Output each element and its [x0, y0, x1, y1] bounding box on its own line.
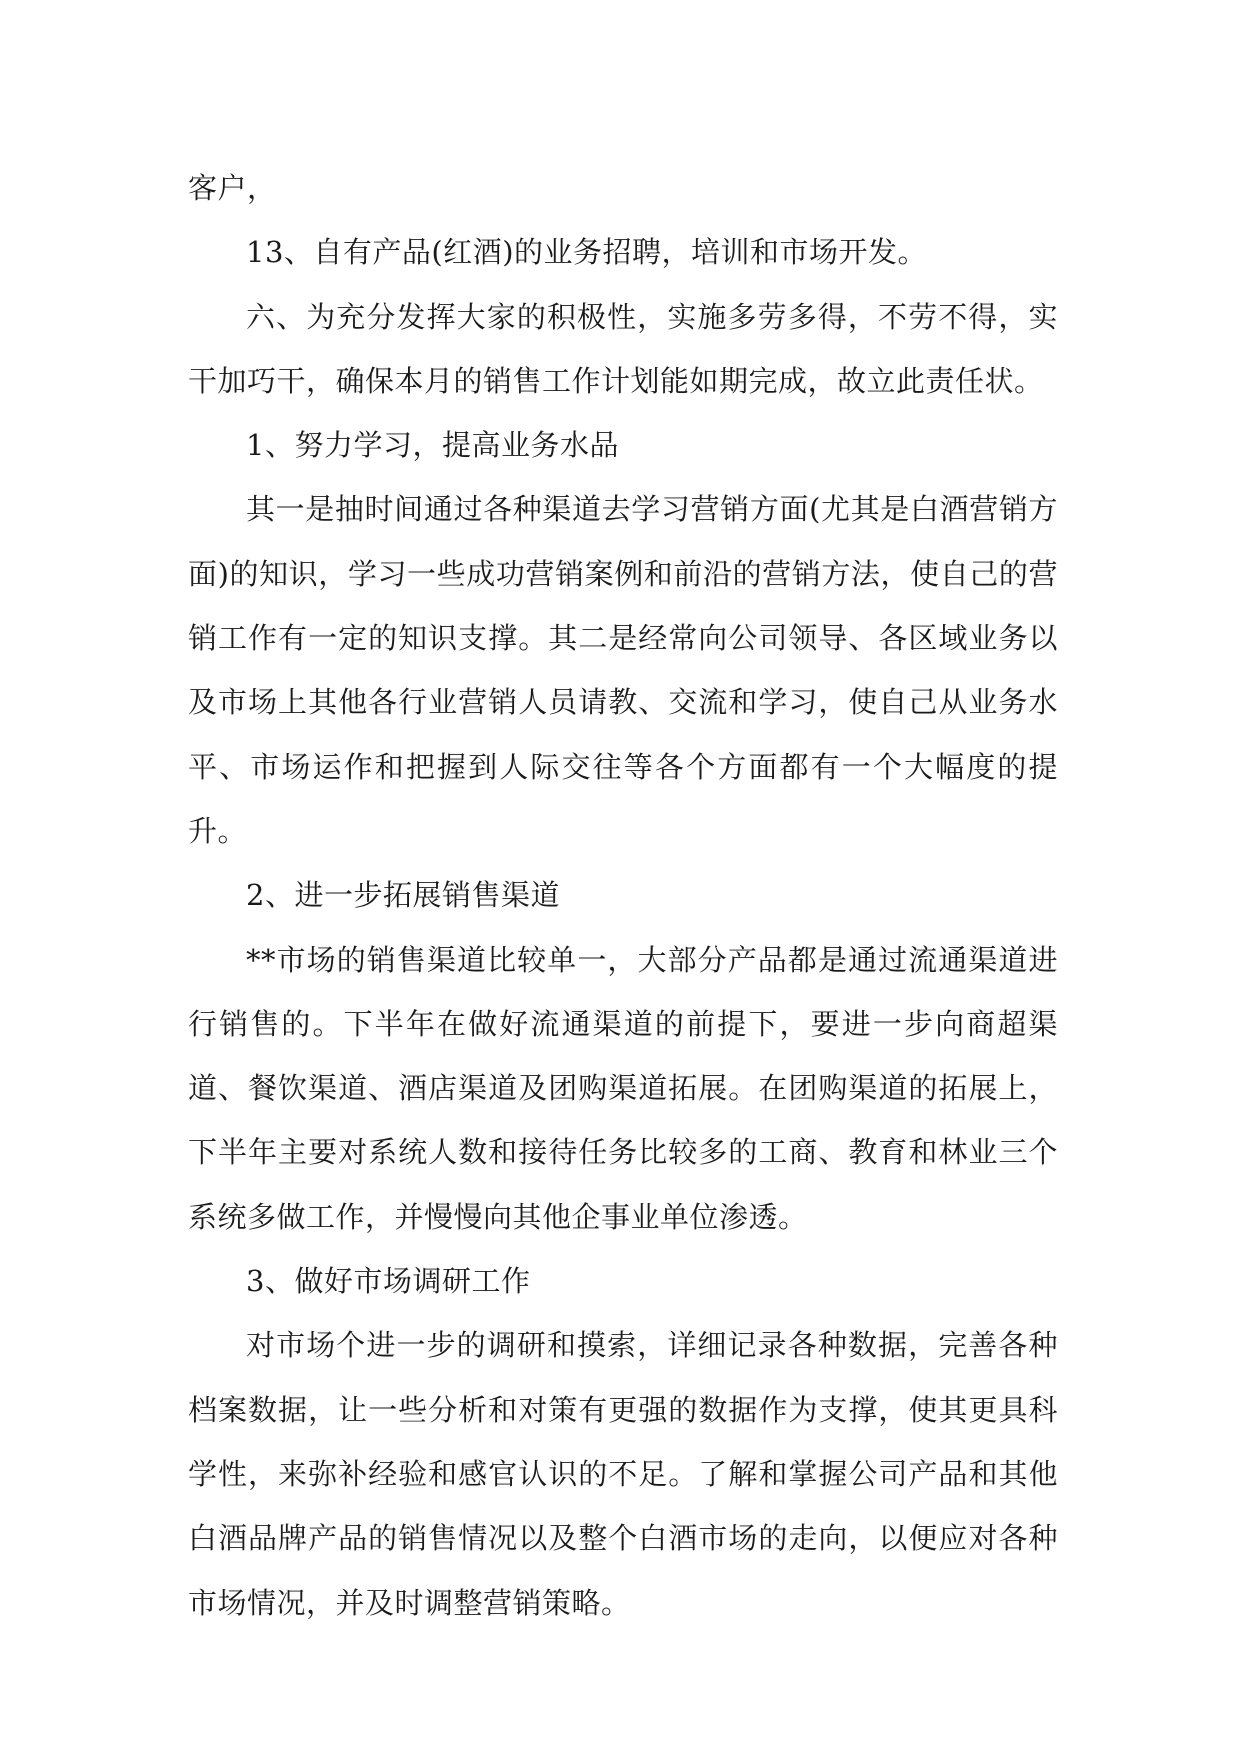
paragraph-learning: 其一是抽时间通过各种渠道去学习营销方面(尤其是白酒营销方面)的知识，学习一些成功营销案例和前沿的营销方法，使自己的营销工作有一定的知识支撑。其二是经常向公司领导、各区域业务以及市场上其他各行业营销人员请教、交流和学习，使自己从业务水平、市场运作和把握到人际交往等各个方面都有一个大幅度的提升。 [188, 492, 1058, 848]
paragraph-research: 对市场个进一步的调研和摸索，详细记录各种数据，完善各种档案数据，让一些分析和对策有更强的数据作为支撑，使其更具科学性，来弥补经验和感官认识的不足。了解和掌握公司产品和其他白酒品牌产品的销售情况以及整个白酒市场的走向，以便应对各种市场情况，并及时调整营销策略。 [188, 1328, 1058, 1620]
paragraph-item-13: 13、自有产品(红酒)的业务招聘，培训和市场开发。 [246, 235, 928, 270]
heading-channels: 2、进一步拓展销售渠道 [246, 878, 560, 913]
document-body [188, 156, 1058, 1635]
paragraph-channels: **市场的销售渠道比较单一，大部分产品都是通过流通渠道进行销售的。下半年在做好流通渠道的前提下，要进一步向商超渠道、餐饮渠道、酒店渠道及团购渠道拓展。在团购渠道的拓展上，下半年主要对系统人数和接待任务比较多的工商、教育和林业三个系统多做工作，并慢慢向其他企事业单位渗透。 [188, 942, 1058, 1234]
heading-research: 3、做好市场调研工作 [246, 1264, 531, 1299]
paragraph-section-six: 六、为充分发挥大家的积极性，实施多劳多得，不劳不得，实干加巧干，确保本月的销售工作计划能如期完成，故立此责任状。 [188, 299, 1058, 398]
paragraph-continuation: 客户， [188, 171, 277, 205]
heading-learning: 1、努力学习，提高业务水品 [246, 428, 619, 463]
